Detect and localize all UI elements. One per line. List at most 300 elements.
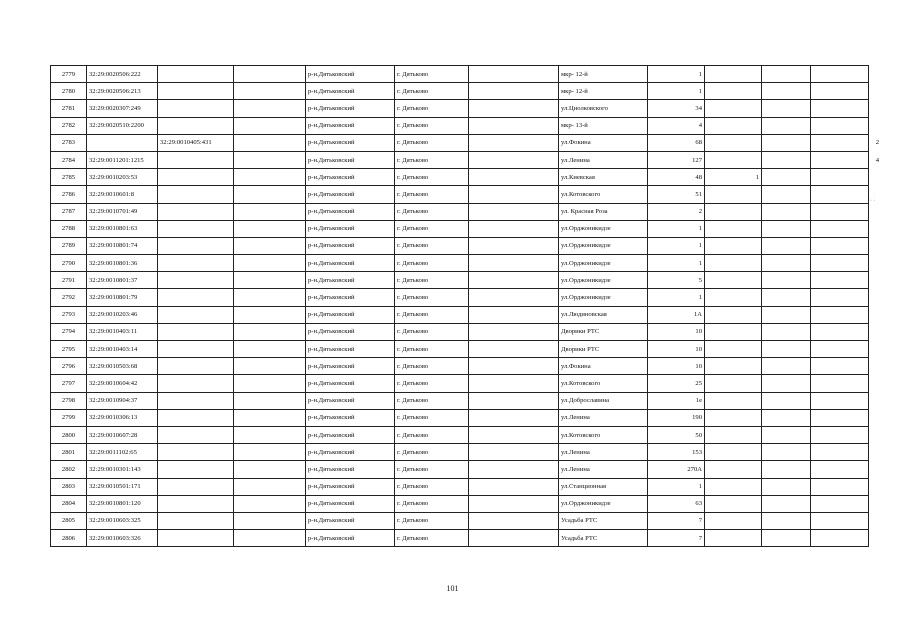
city-cell: г. Дятьково xyxy=(395,100,469,117)
cadastral-number-cell: 32:29:0010604:42 xyxy=(87,375,158,392)
street-cell: мкр- 13-й xyxy=(559,117,648,134)
house-number-cell: 1 xyxy=(648,237,705,254)
margin-value-cell xyxy=(869,358,882,375)
empty-cell xyxy=(234,306,306,323)
empty-cell xyxy=(811,409,869,426)
city-cell: г. Дятьково xyxy=(395,272,469,289)
district-cell: р-н.Дятьковский xyxy=(306,323,395,340)
margin-value-cell xyxy=(869,495,882,512)
empty-cell xyxy=(469,237,559,254)
empty-cell xyxy=(811,186,869,203)
extra-value-cell xyxy=(705,134,762,151)
row-number-cell: 2806 xyxy=(51,530,87,547)
cadastral-number-alt-cell xyxy=(158,341,234,358)
empty-cell xyxy=(234,392,306,409)
district-cell: р-н.Дятьковский xyxy=(306,203,395,220)
city-cell: г. Дятьково xyxy=(395,409,469,426)
cadastral-number-alt-cell xyxy=(158,272,234,289)
empty-cell xyxy=(234,151,306,168)
empty-cell xyxy=(469,255,559,272)
house-number-cell: 51 xyxy=(648,186,705,203)
margin-value-cell xyxy=(869,237,882,254)
empty-cell xyxy=(469,426,559,443)
row-number-cell: 2790 xyxy=(51,255,87,272)
cadastral-number-alt-cell xyxy=(158,392,234,409)
cadastral-number-cell: 32:29:0010801:79 xyxy=(87,289,158,306)
extra-value-cell xyxy=(705,392,762,409)
district-cell: р-н.Дятьковский xyxy=(306,272,395,289)
extra-value-cell xyxy=(705,186,762,203)
empty-cell xyxy=(469,306,559,323)
extra-value-cell xyxy=(705,530,762,547)
table-row xyxy=(51,323,882,340)
empty-cell xyxy=(811,341,869,358)
street-cell: ул.Ленина xyxy=(559,461,648,478)
empty-cell xyxy=(811,83,869,100)
table-row xyxy=(51,478,882,495)
city-cell: г. Дятьково xyxy=(395,358,469,375)
extra-value-cell xyxy=(705,237,762,254)
empty-cell xyxy=(469,203,559,220)
table-row xyxy=(51,426,882,443)
row-number-cell: 2799 xyxy=(51,409,87,426)
city-cell: г. Дятьково xyxy=(395,444,469,461)
table-row xyxy=(51,255,882,272)
table-row xyxy=(51,134,882,151)
margin-value-cell xyxy=(869,478,882,495)
cadastral-number-alt-cell xyxy=(158,530,234,547)
empty-cell xyxy=(234,478,306,495)
empty-cell xyxy=(811,444,869,461)
cadastral-number-alt-cell xyxy=(158,409,234,426)
cadastral-number-cell: 32:29:0010801:74 xyxy=(87,237,158,254)
extra-value-cell xyxy=(705,220,762,237)
empty-cell xyxy=(469,512,559,529)
cadastral-number-cell: 32:29:0010603:325 xyxy=(87,512,158,529)
empty-cell xyxy=(469,323,559,340)
empty-cell xyxy=(469,83,559,100)
empty-cell xyxy=(469,409,559,426)
cadastral-number-alt-cell xyxy=(158,66,234,83)
cadastral-number-cell: 32:29:0010801:63 xyxy=(87,220,158,237)
empty-cell xyxy=(234,134,306,151)
row-number-cell: 2803 xyxy=(51,478,87,495)
district-cell: р-н.Дятьковский xyxy=(306,495,395,512)
cadastral-number-alt-cell xyxy=(158,237,234,254)
cadastral-number-alt-cell xyxy=(158,358,234,375)
row-number-cell: 2789 xyxy=(51,237,87,254)
house-number-cell: 4 xyxy=(648,117,705,134)
cadastral-number-cell: 32:29:0010203:46 xyxy=(87,306,158,323)
city-cell: г. Дятьково xyxy=(395,83,469,100)
row-number-cell: 2795 xyxy=(51,341,87,358)
street-cell: мкр- 12-й xyxy=(559,66,648,83)
empty-cell xyxy=(469,100,559,117)
empty-cell xyxy=(234,512,306,529)
empty-cell xyxy=(469,169,559,186)
empty-cell xyxy=(234,186,306,203)
extra-value-cell xyxy=(705,358,762,375)
district-cell: р-н.Дятьковский xyxy=(306,66,395,83)
empty-cell xyxy=(811,323,869,340)
cadastral-number-cell: 32:29:0010601:8 xyxy=(87,186,158,203)
cadastral-number-cell: 32:29:0020510:2200 xyxy=(87,117,158,134)
empty-cell xyxy=(762,169,811,186)
row-number-cell: 2792 xyxy=(51,289,87,306)
empty-cell xyxy=(234,426,306,443)
empty-cell xyxy=(234,530,306,547)
empty-cell xyxy=(811,461,869,478)
empty-cell xyxy=(469,272,559,289)
empty-cell xyxy=(234,83,306,100)
row-number-cell: 2788 xyxy=(51,220,87,237)
margin-value-cell xyxy=(869,83,882,100)
district-cell: р-н.Дятьковский xyxy=(306,375,395,392)
margin-value-cell xyxy=(869,100,882,117)
row-number-cell: 2786 xyxy=(51,186,87,203)
extra-value-cell xyxy=(705,203,762,220)
street-cell: Дворики РТС xyxy=(559,341,648,358)
empty-cell xyxy=(762,323,811,340)
cadastral-number-cell: 32:29:0010301:143 xyxy=(87,461,158,478)
margin-value-cell xyxy=(869,392,882,409)
street-cell: Усадьба РТС xyxy=(559,512,648,529)
city-cell: г. Дятьково xyxy=(395,426,469,443)
street-cell: ул.Орджоникидзе xyxy=(559,237,648,254)
district-cell: р-н.Дятьковский xyxy=(306,220,395,237)
empty-cell xyxy=(469,186,559,203)
house-number-cell: 50 xyxy=(648,426,705,443)
cadastral-number-cell: 32:29:0011102:65 xyxy=(87,444,158,461)
extra-value-cell xyxy=(705,151,762,168)
table-row xyxy=(51,83,882,100)
table-body xyxy=(51,66,882,547)
cadastral-number-cell: 32:29:0010603:326 xyxy=(87,530,158,547)
margin-value-cell: 4 xyxy=(875,156,879,164)
district-cell: р-н.Дятьковский xyxy=(306,341,395,358)
margin-value-cell xyxy=(869,220,882,237)
table-row xyxy=(51,66,882,83)
cadastral-number-alt-cell xyxy=(158,100,234,117)
district-cell: р-н.Дятьковский xyxy=(306,530,395,547)
empty-cell xyxy=(234,409,306,426)
row-number-cell: 2800 xyxy=(51,426,87,443)
empty-cell xyxy=(811,426,869,443)
table-row xyxy=(51,375,882,392)
row-number-cell: 2801 xyxy=(51,444,87,461)
house-number-cell: 5 xyxy=(648,272,705,289)
cadastral-number-alt-cell xyxy=(158,426,234,443)
house-number-cell: 1А xyxy=(648,306,705,323)
margin-value-cell xyxy=(869,461,882,478)
house-number-cell: 1 xyxy=(648,289,705,306)
empty-cell xyxy=(811,255,869,272)
empty-cell xyxy=(762,306,811,323)
table-row xyxy=(51,186,882,203)
street-cell: ул.Ленина xyxy=(559,409,648,426)
table-row xyxy=(51,203,882,220)
empty-cell xyxy=(811,134,869,151)
street-cell: Дворики РТС xyxy=(559,323,648,340)
table-row xyxy=(51,100,882,117)
margin-value-cell xyxy=(869,306,882,323)
district-cell: р-н.Дятьковский xyxy=(306,512,395,529)
empty-cell xyxy=(234,461,306,478)
empty-cell xyxy=(234,289,306,306)
empty-cell xyxy=(762,426,811,443)
cadastral-number-alt-cell xyxy=(158,512,234,529)
margin-value-cell: 2 xyxy=(875,139,879,147)
cadastral-number-cell xyxy=(87,134,158,151)
cadastral-number-alt-cell xyxy=(158,169,234,186)
cadastral-number-alt-cell xyxy=(158,289,234,306)
empty-cell xyxy=(762,495,811,512)
street-cell: ул.Котовского xyxy=(559,375,648,392)
district-cell: р-н.Дятьковский xyxy=(306,169,395,186)
city-cell: г. Дятьково xyxy=(395,134,469,151)
cadastral-number-alt-cell xyxy=(158,203,234,220)
empty-cell xyxy=(762,461,811,478)
empty-cell xyxy=(469,375,559,392)
empty-cell xyxy=(234,444,306,461)
cadastral-number-alt-cell xyxy=(158,220,234,237)
street-cell: ул. Красная Роза xyxy=(559,203,648,220)
empty-cell xyxy=(762,358,811,375)
district-cell: р-н.Дятьковский xyxy=(306,255,395,272)
house-number-cell: 2 xyxy=(648,203,705,220)
street-cell: ул.Фокина xyxy=(559,358,648,375)
empty-cell xyxy=(762,151,811,168)
city-cell: г. Дятьково xyxy=(395,289,469,306)
city-cell: г. Дятьково xyxy=(395,117,469,134)
cadastral-number-cell: 32:29:0010306:13 xyxy=(87,409,158,426)
empty-cell xyxy=(469,151,559,168)
city-cell: г. Дятьково xyxy=(395,375,469,392)
margin-value-cell xyxy=(869,169,882,186)
street-cell: ул.Фокина xyxy=(559,134,648,151)
cadastral-number-alt-cell xyxy=(158,255,234,272)
table-row xyxy=(51,151,882,168)
empty-cell xyxy=(811,289,869,306)
extra-value-cell xyxy=(705,341,762,358)
margin-value-cell xyxy=(869,375,882,392)
empty-cell xyxy=(234,169,306,186)
district-cell: р-н.Дятьковский xyxy=(306,100,395,117)
margin-value-cell xyxy=(869,203,882,220)
empty-cell xyxy=(762,100,811,117)
table-row xyxy=(51,444,882,461)
empty-cell xyxy=(762,289,811,306)
empty-cell xyxy=(469,66,559,83)
table-row xyxy=(51,512,882,529)
cadastral-number-cell: 32:29:0010801:37 xyxy=(87,272,158,289)
row-number-cell: 2785 xyxy=(51,169,87,186)
empty-cell xyxy=(762,272,811,289)
row-number-cell: 2791 xyxy=(51,272,87,289)
cadastral-number-cell: 32:29:0010403:11 xyxy=(87,323,158,340)
empty-cell xyxy=(762,186,811,203)
table-row xyxy=(51,306,882,323)
house-number-cell: 25 xyxy=(648,375,705,392)
house-number-cell: 1 xyxy=(648,478,705,495)
empty-cell xyxy=(762,134,811,151)
row-number-cell: 2784 xyxy=(51,151,87,168)
table-row xyxy=(51,409,882,426)
table-row xyxy=(51,392,882,409)
cadastral-number-cell: 32:29:0010801:120 xyxy=(87,495,158,512)
extra-value-cell xyxy=(705,461,762,478)
empty-cell xyxy=(762,220,811,237)
empty-cell xyxy=(762,478,811,495)
row-number-cell: 2798 xyxy=(51,392,87,409)
empty-cell xyxy=(811,151,869,168)
house-number-cell: 10 xyxy=(648,341,705,358)
margin-value-cell xyxy=(869,66,882,83)
empty-cell xyxy=(469,478,559,495)
district-cell: р-н.Дятьковский xyxy=(306,186,395,203)
margin-value-cell xyxy=(869,426,882,443)
empty-cell xyxy=(234,66,306,83)
empty-cell xyxy=(811,495,869,512)
cadastral-number-cell: 32:29:0020307:249 xyxy=(87,100,158,117)
row-number-cell: 2782 xyxy=(51,117,87,134)
row-number-cell: 2779 xyxy=(51,66,87,83)
empty-cell xyxy=(762,530,811,547)
street-cell: ул.Котовского xyxy=(559,426,648,443)
cadastral-number-cell: 32:29:0010501:171 xyxy=(87,478,158,495)
city-cell: г. Дятьково xyxy=(395,341,469,358)
margin-value-cell xyxy=(869,117,882,134)
empty-cell xyxy=(811,358,869,375)
cadastral-number-cell: 32:29:0010904:37 xyxy=(87,392,158,409)
extra-value-cell xyxy=(705,272,762,289)
page-number: 101 xyxy=(446,584,459,593)
cadastral-number-alt-cell xyxy=(158,186,234,203)
empty-cell xyxy=(762,117,811,134)
cadastral-number-cell: 32:29:0020506:222 xyxy=(87,66,158,83)
street-cell: ул.Орджоникидзе xyxy=(559,255,648,272)
district-cell: р-н.Дятьковский xyxy=(306,358,395,375)
margin-value-cell xyxy=(869,341,882,358)
margin-value-cell xyxy=(869,512,882,529)
city-cell: г. Дятьково xyxy=(395,151,469,168)
street-cell: ул.Людиновская xyxy=(559,306,648,323)
street-cell: ул.Ленина xyxy=(559,151,648,168)
city-cell: г. Дятьково xyxy=(395,461,469,478)
cadastral-number-alt-cell xyxy=(158,117,234,134)
table-row xyxy=(51,289,882,306)
empty-cell xyxy=(234,237,306,254)
empty-cell xyxy=(469,134,559,151)
margin-value-cell xyxy=(869,289,882,306)
extra-value-cell xyxy=(705,66,762,83)
margin-value-cell xyxy=(869,530,882,547)
house-number-cell: 127 xyxy=(648,151,705,168)
empty-cell xyxy=(234,100,306,117)
district-cell: р-н.Дятьковский xyxy=(306,306,395,323)
empty-cell xyxy=(762,409,811,426)
extra-value-cell xyxy=(705,323,762,340)
district-cell: р-н.Дятьковский xyxy=(306,392,395,409)
empty-cell xyxy=(234,220,306,237)
cadastral-number-cell: 32:29:0010701:49 xyxy=(87,203,158,220)
cadastral-number-alt-cell xyxy=(158,495,234,512)
city-cell: г. Дятьково xyxy=(395,203,469,220)
city-cell: г. Дятьково xyxy=(395,323,469,340)
extra-value-cell xyxy=(705,495,762,512)
city-cell: г. Дятьково xyxy=(395,512,469,529)
cadastral-number-cell: 32:29:0010801:36 xyxy=(87,255,158,272)
extra-value-cell xyxy=(705,512,762,529)
extra-value-cell xyxy=(705,100,762,117)
house-number-cell: 10 xyxy=(648,358,705,375)
table-row xyxy=(51,530,882,547)
empty-cell xyxy=(234,375,306,392)
table-row xyxy=(51,220,882,237)
empty-cell xyxy=(762,444,811,461)
empty-cell xyxy=(811,306,869,323)
cadastral-number-cell: 32:29:0020506:213 xyxy=(87,83,158,100)
city-cell: г. Дятьково xyxy=(395,478,469,495)
district-cell: р-н.Дятьковский xyxy=(306,237,395,254)
empty-cell xyxy=(762,203,811,220)
empty-cell xyxy=(811,478,869,495)
house-number-cell: 10 xyxy=(648,323,705,340)
city-cell: г. Дятьково xyxy=(395,255,469,272)
extra-value-cell xyxy=(705,306,762,323)
row-number-cell: 2780 xyxy=(51,83,87,100)
extra-value-cell xyxy=(705,255,762,272)
row-number-cell: 2781 xyxy=(51,100,87,117)
empty-cell xyxy=(234,203,306,220)
street-cell: ул.Орджоникидзе xyxy=(559,220,648,237)
extra-value-cell xyxy=(705,478,762,495)
margin-value-cell xyxy=(869,255,882,272)
street-cell: ул.Ленина xyxy=(559,444,648,461)
city-cell: г. Дятьково xyxy=(395,392,469,409)
table-row xyxy=(51,461,882,478)
empty-cell xyxy=(469,117,559,134)
house-number-cell: 190 xyxy=(648,409,705,426)
table-row xyxy=(51,237,882,254)
extra-value-cell xyxy=(705,444,762,461)
empty-cell xyxy=(469,461,559,478)
house-number-cell: 270А xyxy=(648,461,705,478)
cadastral-number-cell: 32:29:0010607:28 xyxy=(87,426,158,443)
empty-cell xyxy=(811,66,869,83)
city-cell: г. Дятьково xyxy=(395,220,469,237)
margin-value-cell xyxy=(869,409,882,426)
street-cell: ул.Доброславина xyxy=(559,392,648,409)
row-number-cell: 2802 xyxy=(51,461,87,478)
cadastral-number-alt-cell xyxy=(158,151,234,168)
street-cell: ул.Котовского xyxy=(559,186,648,203)
cadastral-number-cell: 32:29:0010203:53 xyxy=(87,169,158,186)
empty-cell xyxy=(469,341,559,358)
extra-value-cell xyxy=(705,83,762,100)
district-cell: р-н.Дятьковский xyxy=(306,478,395,495)
empty-cell xyxy=(811,392,869,409)
extra-value-cell xyxy=(705,117,762,134)
empty-cell xyxy=(762,375,811,392)
row-number-cell: 2793 xyxy=(51,306,87,323)
house-number-cell: 1 xyxy=(648,255,705,272)
cadastral-number-cell: 32:29:0010403:14 xyxy=(87,341,158,358)
cadastral-number-alt-cell xyxy=(158,478,234,495)
empty-cell xyxy=(234,117,306,134)
house-number-cell: 153 xyxy=(648,444,705,461)
row-number-cell: 2794 xyxy=(51,323,87,340)
